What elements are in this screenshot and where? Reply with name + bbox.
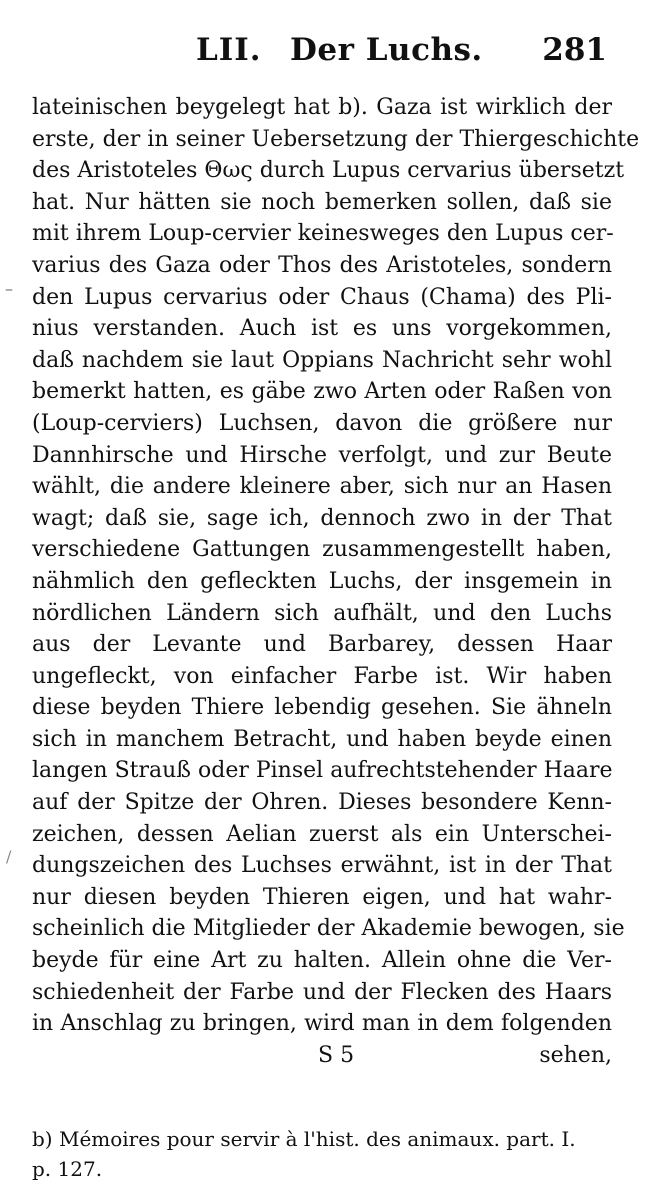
signature-mark: S 5	[318, 1042, 355, 1068]
text-line: verschiedene Gattungen zusammengestellt haben,	[32, 537, 612, 563]
text-line: nördlichen Ländern sich aufhält, und den Luchs	[32, 600, 612, 626]
text-line: zeichen, dessen Aelian zuerst als ein Unterschei-	[32, 821, 612, 847]
running-title: Der Luchs.	[290, 32, 483, 68]
text-line: aus der Levante und Barbarey, dessen Haar	[32, 632, 612, 658]
text-line: mit ihrem Loup-cervier keinesweges den Lupus cer-	[32, 221, 614, 247]
footnote-line: p. 127.	[32, 1157, 103, 1181]
footnote-line: b) Mémoires pour servir à l'hist. des animaux. part. I.	[32, 1127, 576, 1151]
text-line: den Lupus cervarius oder Chaus (Chama) des Pli-	[32, 284, 612, 310]
text-line: sich in manchem Betracht, und haben beyde einen	[32, 726, 612, 752]
text-line: (Loup-cerviers) Luchsen, davon die größere nur	[32, 410, 612, 436]
text-line: Dannhirsche und Hirsche verfolgt, und zur Beute	[32, 442, 612, 468]
signature-line	[32, 1040, 612, 1072]
text-line: in Anschlag zu bringen, wird man in dem folgenden	[32, 1011, 612, 1037]
text-line: daß nachdem sie laut Oppians Nachricht sehr wohl	[32, 347, 612, 373]
footnote	[32, 1124, 612, 1184]
text-line: erste, der in seiner Uebersetzung der Thiergeschichte	[32, 126, 640, 152]
margin-mark: /	[6, 847, 12, 866]
text-line: nur diesen beyden Thieren eigen, und hat wahr-	[32, 884, 612, 910]
text-line: lateinischen beygelegt hat b). Gaza ist wirklich der	[32, 95, 612, 120]
chapter-number: LII.	[196, 32, 262, 68]
text-line: bemerkt hatten, es gäbe zwo Arten oder Raßen von	[32, 379, 612, 405]
text-line: wählt, die andere kleinere aber, sich nur an Hasen	[32, 474, 612, 500]
catchword: sehen,	[539, 1042, 612, 1068]
text-line: scheinlich die Mitglieder der Akademie bewogen, sie	[32, 916, 625, 942]
text-line: hat. Nur hätten sie noch bemerken sollen, daß sie	[32, 189, 612, 215]
text-line: dungszeichen des Luchses erwähnt, ist in der That	[32, 853, 612, 879]
text-line: ungefleckt, von einfacher Farbe ist. Wir haben	[32, 663, 612, 689]
text-line: diese beyden Thiere lebendig gesehen. Sie ähneln	[32, 695, 612, 721]
text-line: nius verstanden. Auch ist es uns vorgekommen,	[32, 316, 612, 342]
text-line: auf der Spitze der Ohren. Dieses besondere Kenn-	[32, 790, 612, 816]
text-line: wagt; daß sie, sage ich, dennoch zwo in der That	[32, 505, 612, 531]
text-line: beyde für eine Art zu halten. Allein ohne die Ver-	[32, 948, 612, 974]
running-header	[0, 26, 645, 76]
margin-mark: –	[5, 279, 13, 298]
text-line: des Aristoteles Θως durch Lupus cervarius übersetzt	[32, 158, 625, 184]
body-text	[32, 92, 640, 1071]
text-line: varius des Gaza oder Thos des Aristoteles, sondern	[32, 252, 612, 278]
text-line: langen Strauß oder Pinsel aufrechtstehender Haare	[32, 758, 613, 784]
page-number: 281	[542, 32, 607, 68]
text-line: schiedenheit der Farbe und der Flecken des Haars	[32, 979, 612, 1005]
text-line: nähmlich den gefleckten Luchs, der insgemein in	[32, 568, 612, 594]
